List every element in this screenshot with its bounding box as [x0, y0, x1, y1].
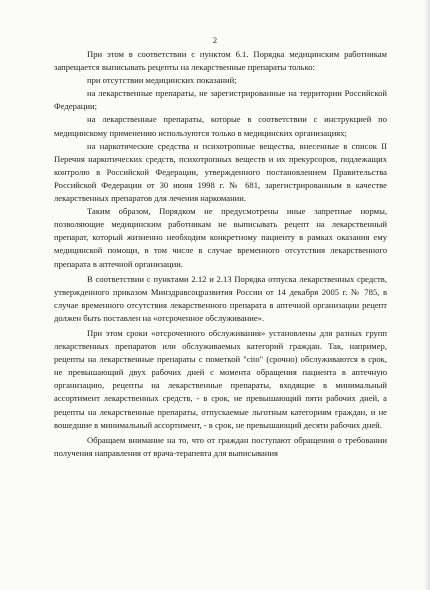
list-item-no-indications: при отсутствии медицинских показаний; [87, 75, 237, 86]
scan-edge-shadow [424, 0, 430, 590]
paragraph-dispensing-order: В соответствии с пунктами 2.12 и 2.13 Порядка отпуска лекарственных средств, утвержденного приказом Минздравсоцразвития России от 14 декабря 2005 г. № 785, в случае временного отсутствия лекарственного препарата в аптечной организации рецепт должен быть поставлен на «отсроченное обслуживание». [54, 273, 387, 323]
page-number: 2 [212, 35, 218, 45]
paragraph-deferred-service-terms: При этом сроки «отсроченного обслуживания» установлены для разных групп лекарственных препаратов или обслуживаемых категорий граждан. Так, например, рецепты на лекарственные препараты с пометкой "cito" (срочно) обслуживаются в срок, не превышающий двух рабочих дней с момента обращения пациента в аптечную организацию, рецепты на лекарственные препараты, входящие в минимальный ассортимент лекарственных средств, - в срок, не превышающий пяти рабочих дней, а рецепты на лекарственные препараты, отпускаемые льготным категориям граждан, и не вошедшие в минимальный ассортимент, - в срок, не превышающий десяти рабочих дней. [54, 327, 387, 430]
paragraph-citizen-appeals: Обращаем внимание на то, что от граждан поступают обращения о требовании получения направления от врача-терапевта для выписывания [54, 434, 387, 458]
document-body [54, 48, 387, 460]
list-item-hospital-only-drugs: на лекарственные препараты, которые в соответствии с инструкцией по медицинскому применению используются только в медицинских организациях; [54, 114, 387, 138]
list-item-unregistered-drugs: на лекарственные препараты, не зарегистрированные на территории Российской Федерации; [54, 88, 387, 112]
paragraph-prohibitions-intro: При этом в соответствии с пунктом 6.1. Порядка медицинским работникам запрещается выписывать рецепты на лекарственные препараты только: [54, 49, 387, 73]
paragraph-conclusion: Таким образом, Порядком не предусмотрены иные запретные нормы, позволяющие медицинским работникам не выписывать рецепт на лекарственный препарат, который жизненно необходим конкретному пациенту в рамках оказания ему медицинской помощи, в том числе в случае временного отсутствия лекарственного препарата в аптечной организации. [54, 206, 387, 269]
list-item-narcotic-substances: на наркотические средства и психотропные вещества, внесенные в список II Перечня наркотических средств, психотропных веществ и их прекурсоров, подлежащих контролю в Российской Федерации, утвержденного постановлением Правительства Российской Федерации от 30 июня 1998 г. № 681, зарегистрированным в качестве лекарственных препаратов для лечения наркомании. [54, 140, 387, 204]
